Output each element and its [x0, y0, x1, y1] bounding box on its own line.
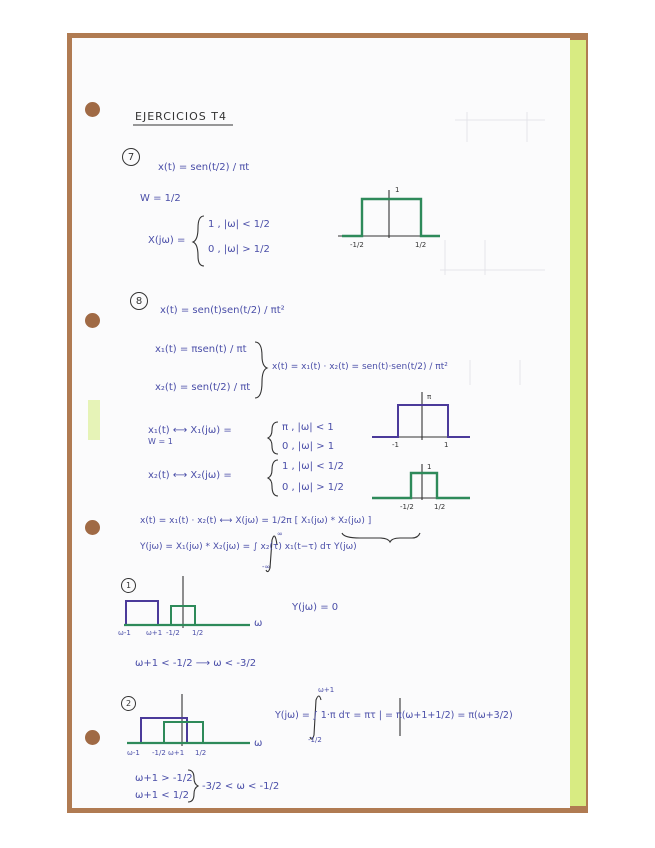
formula: x₁(t) = πsen(t) / πt — [155, 344, 247, 355]
exercise-number: 7 — [122, 148, 140, 166]
formula: ω+1 < -1/2 ⟶ ω < -3/2 — [135, 658, 257, 669]
plot-x2 — [372, 464, 470, 500]
formula: x₁(t) ⟷ X₁(jω) = — [148, 425, 232, 436]
case-line: 1 , |ω| < 1/2 — [208, 219, 270, 230]
case-number: 2 — [121, 696, 136, 711]
case-line: 0 , |ω| > 1/2 — [208, 244, 270, 255]
formula: X(jω) = — [148, 235, 186, 246]
case-line: 0 , |ω| > 1 — [282, 441, 335, 452]
formula: Y(jω) = ∫ 1·π dτ = πτ | = π(ω+1+1/2) = π(ω+3/2) — [275, 710, 513, 721]
formula: Y(jω) = 0 — [292, 602, 339, 613]
plot-label: -1/2 — [350, 241, 364, 249]
brace — [193, 216, 204, 266]
case-number: 1 — [121, 578, 136, 593]
tick-label: -1/2 — [152, 749, 166, 757]
integral-limit: ω+1 — [318, 686, 335, 694]
exercise-number: 8 — [130, 292, 148, 310]
plot-label: π — [427, 393, 432, 401]
integral-limit: -1/2 — [308, 736, 322, 744]
integral-limit: ∞ — [277, 530, 283, 538]
plot-label: 1/2 — [415, 241, 427, 249]
tick-label: 1/2 — [192, 629, 204, 637]
plot-label: 1 — [427, 463, 432, 471]
tick-label: -1/2 — [166, 629, 180, 637]
tick-label: 1/2 — [195, 749, 207, 757]
formula: x₂(t) ⟷ X₂(jω) = — [148, 470, 232, 481]
plot-label: -1 — [392, 441, 399, 449]
formula: Y(jω) = X₁(jω) * X₂(jω) = ∫ x₂(τ) x₁(t−τ) dτ Y(jω) — [140, 542, 357, 552]
plot-case2 — [127, 694, 250, 746]
plot-ex7 — [338, 190, 440, 238]
formula: W = 1 — [148, 437, 173, 446]
case-line: 0 , |ω| > 1/2 — [282, 482, 344, 493]
formula: x(t) = sen(t/2) / πt — [158, 162, 250, 173]
integral-limit: -∞ — [262, 563, 271, 571]
axis-label: ω — [254, 738, 263, 749]
case-line: π , |ω| < 1 — [282, 422, 334, 433]
plot-label: 1/2 — [434, 503, 446, 511]
tick-label: ω+1 — [146, 629, 163, 637]
plot-x1 — [372, 392, 470, 440]
plot-case1 — [124, 576, 250, 628]
tick-label: ω-1 — [118, 629, 131, 637]
formula: W = 1/2 — [140, 193, 181, 204]
axis-label: ω — [254, 618, 263, 629]
brace — [268, 422, 278, 454]
formula: x(t) = x₁(t) · x₂(t) ⟷ X(jω) = 1/2π [ X₁(jω) * X₂(jω) ] — [140, 516, 372, 526]
formula: ω+1 < 1/2 — [135, 790, 189, 801]
plot-label: -1/2 — [400, 503, 414, 511]
tick-label: ω-1 — [127, 749, 140, 757]
formula: x(t) = x₁(t) · x₂(t) = sen(t)·sen(t/2) / πt² — [272, 362, 448, 372]
brace — [255, 342, 267, 398]
formula: -3/2 < ω < -1/2 — [202, 781, 280, 792]
case-line: 1 , |ω| < 1/2 — [282, 461, 344, 472]
formula: ω+1 > -1/2 — [135, 773, 193, 784]
underbrace — [342, 533, 420, 542]
formula: x₂(t) = sen(t/2) / πt — [155, 382, 251, 393]
plot-label: 1 — [444, 441, 449, 449]
tick-label: ω+1 — [168, 749, 185, 757]
show-through-marks — [440, 112, 545, 385]
formula: x(t) = sen(t)sen(t/2) / πt² — [160, 305, 285, 316]
plot-label: 1 — [395, 186, 400, 194]
page-title: EJERCICIOS T4 — [135, 110, 227, 123]
brace — [268, 460, 278, 496]
